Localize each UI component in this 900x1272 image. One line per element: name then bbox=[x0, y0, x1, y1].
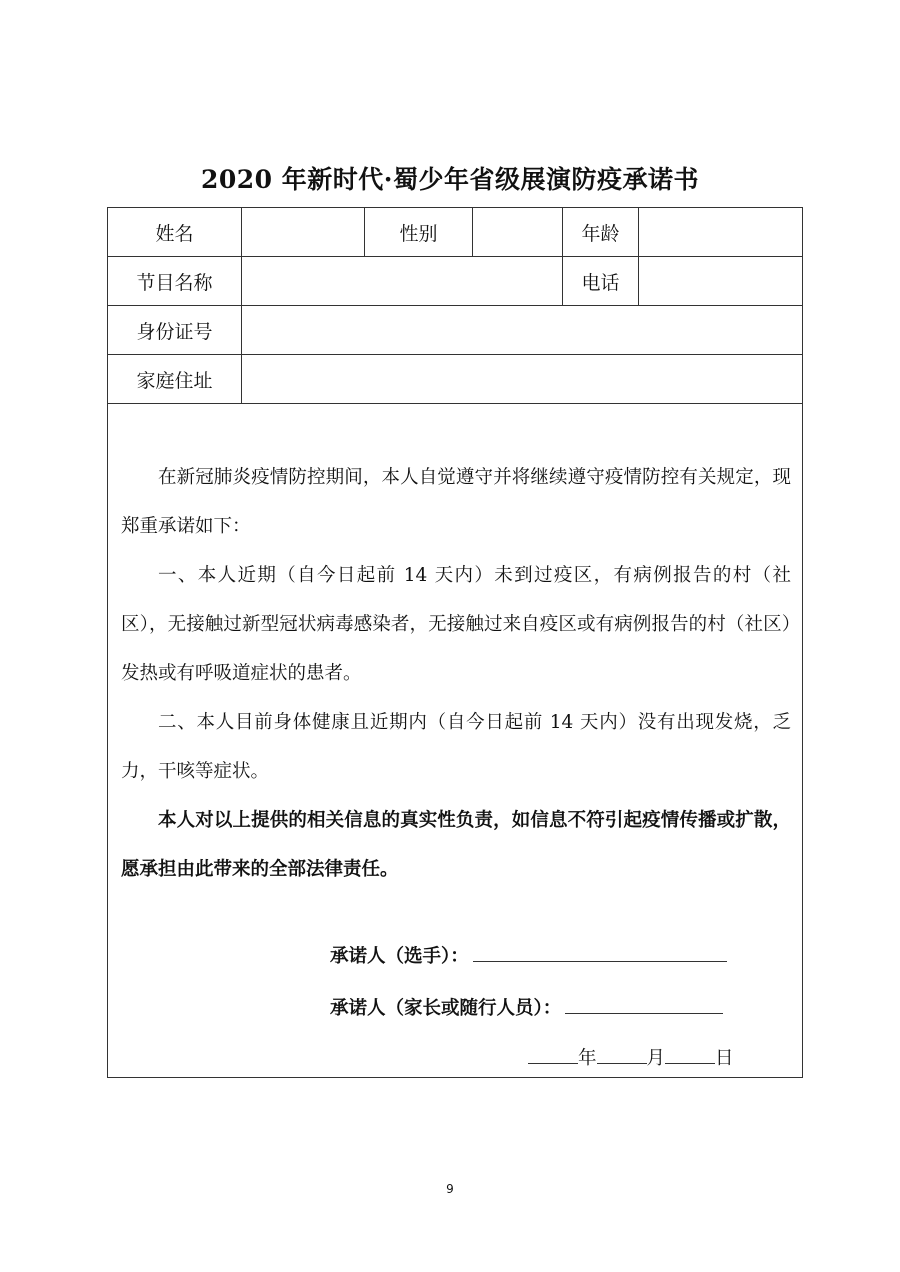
name-label: 姓名 bbox=[108, 208, 242, 257]
age-label: 年龄 bbox=[563, 208, 639, 257]
age-field[interactable] bbox=[639, 208, 803, 257]
year-blank[interactable] bbox=[528, 1043, 578, 1064]
signature-date bbox=[528, 1043, 734, 1070]
guardian-signature bbox=[330, 993, 723, 1020]
gender-field[interactable] bbox=[473, 208, 563, 257]
year-label: 年 bbox=[578, 1048, 597, 1069]
gender-label: 性别 bbox=[365, 208, 473, 257]
guardian-signature-line[interactable] bbox=[565, 993, 723, 1014]
contestant-signature bbox=[330, 941, 727, 968]
page-number: 9 bbox=[446, 1182, 454, 1196]
guardian-signature-label: 承诺人（家长或随行人员）： bbox=[330, 998, 562, 1019]
address-label: 家庭住址 bbox=[108, 355, 242, 404]
id-label: 身份证号 bbox=[108, 306, 242, 355]
program-field[interactable] bbox=[242, 257, 563, 306]
id-field[interactable] bbox=[242, 306, 803, 355]
form-row-basic bbox=[108, 208, 803, 257]
contestant-signature-label: 承诺人（选手）： bbox=[330, 946, 469, 967]
form-row-program bbox=[108, 257, 803, 306]
address-field[interactable] bbox=[242, 355, 803, 404]
pledge-intro: 在新冠肺炎疫情防控期间，本人自觉遵守并将继续遵守疫情防控有关规定，现郑重承诺如下： bbox=[121, 467, 791, 537]
info-form-table bbox=[107, 207, 803, 404]
pledge-item-2: 二、本人目前身体健康且近期内（自今日起前 14 天内）没有出现发烧，乏力，干咳等症状。 bbox=[121, 712, 791, 782]
day-blank[interactable] bbox=[665, 1043, 715, 1064]
contestant-signature-line[interactable] bbox=[473, 941, 727, 962]
pledge-body bbox=[107, 403, 803, 1078]
month-blank[interactable] bbox=[597, 1043, 647, 1064]
pledge-item-1: 一、本人近期（自今日起前 14 天内）未到过疫区，有病例报告的村（社区），无接触过新型冠状病毒感染者，无接触过来自疫区或有病例报告的村（社区）发热或有呼吸道症状的患者。 bbox=[121, 565, 791, 684]
month-label: 月 bbox=[646, 1048, 666, 1069]
phone-label: 电话 bbox=[563, 257, 639, 306]
phone-field[interactable] bbox=[639, 257, 803, 306]
pledge-liability: 本人对以上提供的相关信息的真实性负责，如信息不符引起疫情传播或扩散，愿承担由此带来的全部法律责任。 bbox=[121, 810, 791, 880]
name-field[interactable] bbox=[242, 208, 365, 257]
program-label: 节目名称 bbox=[108, 257, 242, 306]
form-row-id bbox=[108, 306, 803, 355]
document-title: 2020 年新时代·蜀少年省级展演防疫承诺书 bbox=[201, 165, 699, 194]
day-label: 日 bbox=[715, 1048, 734, 1069]
form-row-address bbox=[108, 355, 803, 404]
